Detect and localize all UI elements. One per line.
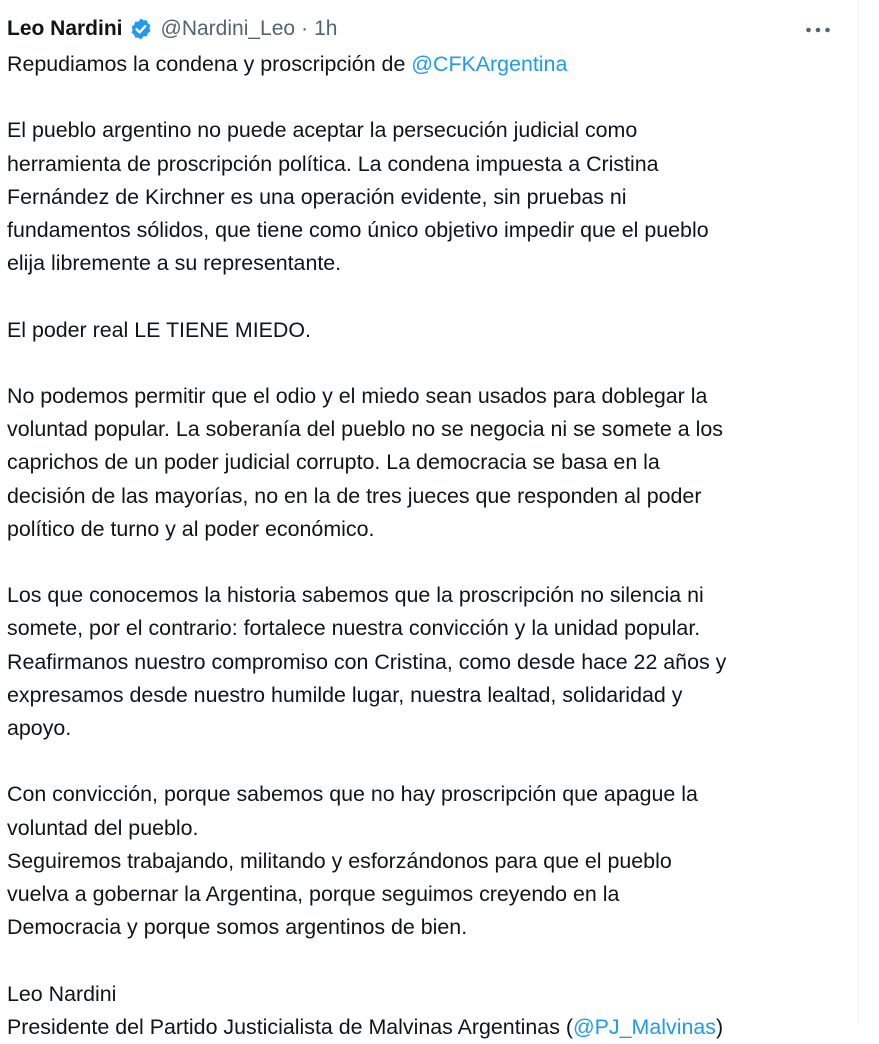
signature-name: Leo Nardini (7, 981, 117, 1006)
tweet-timestamp[interactable]: 1h (314, 17, 338, 40)
author-display-name[interactable]: Leo Nardini (7, 17, 123, 40)
tweet-header (7, 12, 337, 46)
timeline-divider (858, 0, 859, 1024)
signature-title-close: ) (715, 1014, 724, 1039)
tweet-paragraph: Los que conocemos la historia sabemos que la proscripción no silencia ni somete, por el contrario: fortalece nuestra convicción y la unidad popular. Reafirmanos nuestro compromiso con Cristina, como desde hace 22 años y expresamos desde nuestro humilde lugar, nuestra lealtad, solidaridad y apoyo. (7, 583, 727, 740)
tweet-paragraph: El pueblo argentino no puede aceptar la persecución judicial como herramienta de proscripción política. La condena impuesta a Cristina Fernández de Kirchner es una operación evidente, sin pruebas ni fundamentos sólidos, que tiene como único objetivo impedir que el pueblo elija libremente a su representante. (7, 118, 709, 276)
tweet-text (7, 48, 847, 1044)
tweet-paragraph: No podemos permitir que el odio y el miedo sean usados para doblegar la voluntad popular. La soberanía del pueblo no se negocia ni se somete a los caprichos de un poder judicial corrupto. La democracia se basa en la decisión de las mayorías, no en la de tres jueces que responden al poder político de turno y al poder económico. (7, 383, 723, 541)
verified-badge-icon (129, 17, 153, 41)
signature-title-text: Presidente del Partido Justicialista de Malvinas Argentinas ( (7, 1014, 573, 1039)
mention-link-pj-malvinas[interactable]: @PJ_Malvinas (572, 1014, 716, 1039)
author-handle[interactable]: @Nardini_Leo (160, 17, 296, 40)
signature-title (7, 1011, 847, 1044)
tweet-paragraph: El poder real LE TIENE MIEDO. (7, 317, 311, 342)
header-separator: · (301, 17, 309, 40)
tweet-text-line1: Repudiamos la condena y proscripción de (7, 52, 412, 76)
tweet-paragraph: Con convicción, porque sabemos que no hay proscripción que apague la voluntad del pueblo. Seguiremos trabajando, militando y esforzándonos para que el pueblo vuelva a gobernar la Argentina, porque seguimos creyendo en la Democracia y porque somos argentinos de bien. (7, 782, 698, 940)
more-options-icon[interactable] (800, 16, 836, 44)
tweet-paragraph (7, 48, 847, 81)
mention-link-cfkargentina[interactable]: @CFKArgentina (411, 52, 568, 76)
